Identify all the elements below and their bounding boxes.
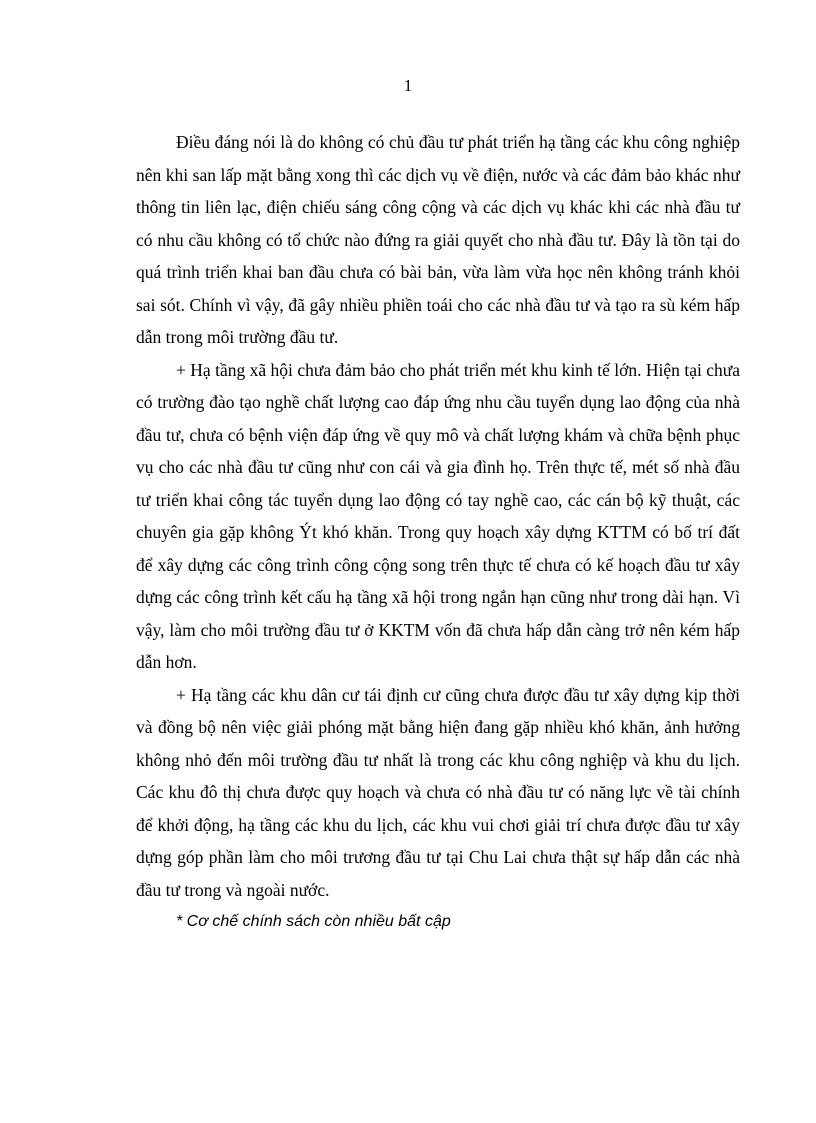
paragraph-resettlement-infrastructure: + Hạ tầng các khu dân cư tái định cư cũng chưa được đầu tư xây dựng kịp thời và đồng bộ nên việc giải phóng mặt bằng hiện đang gặp nhiều khó khăn, ảnh hưởng không nhỏ đến môi trường đầu tư nhất là trong các khu công nghiệp và khu du lịch. Các khu đô thị chưa được quy hoạch và chưa có nhà đầu tư có năng lực về tài chính để khởi động, hạ tầng các khu du lịch, các khu vui chơi giải trí chưa được đầu tư xây dựng góp phần làm cho môi trương đầu tư tại Chu Lai chưa thật sự hấp dẫn các nhà đầu tư trong và ngoài nước. (136, 684, 740, 900)
document-body (136, 126, 740, 939)
paragraph-infrastructure-investor: Điều đáng nói là do không có chủ đầu tư phát triển hạ tầng các khu công nghiệp nên khi san lấp mặt bằng xong thì các dịch vụ về điện, nước và các đảm bảo khác như thông tin liên lạc, điện chiếu sáng công cộng và các dịch vụ khác khi các nhà đầu tư có nhu cầu không có tổ chức nào đứng ra giải quyết cho nhà đầu tư. Đây là tồn tại do quá trình triển khai ban đầu chưa có bài bản, vừa làm vừa học nên không tránh khỏi sai sót. Chính vì vậy, đã gây nhiều phiền toái cho các nhà đầu tư và tạo ra sù kém hấp dẫn trong môi trường đầu tư. (136, 132, 740, 347)
page-number: 1 (403, 76, 413, 95)
section-heading: * Cơ chế chính sách còn nhiều bất cập (176, 913, 451, 930)
paragraph-social-infrastructure: + Hạ tầng xã hội chưa đảm bảo cho phát triển mét khu kinh tế lớn. Hiện tại chưa có trường đào tạo nghề chất lượng cao đáp ứng nhu cầu tuyển dụng lao động của nhà đầu tư, chưa có bệnh viện đáp ứng về quy mô và chất lượng khám và chữa bệnh phục vụ cho các nhà đầu tư cũng như con cái và gia đình họ. Trên thực tế, mét số nhà đầu tư triển khai công tác tuyển dụng lao động có tay nghề cao, các cán bộ kỹ thuật, các chuyên gia gặp không Ýt khó khăn. Trong quy hoạch xây dựng KTTM có bố trí đất để xây dựng các công trình công cộng song trên thực tế chưa có kế hoạch đầu tư xây dựng các công trình kết cấu hạ tầng xã hội trong ngắn hạn cũng như trong dài hạn. Vì vậy, làm cho môi trường đầu tư ở KKTM vốn đã chưa hấp dẫn càng trở nên kém hấp dẫn hơn. (136, 359, 740, 672)
